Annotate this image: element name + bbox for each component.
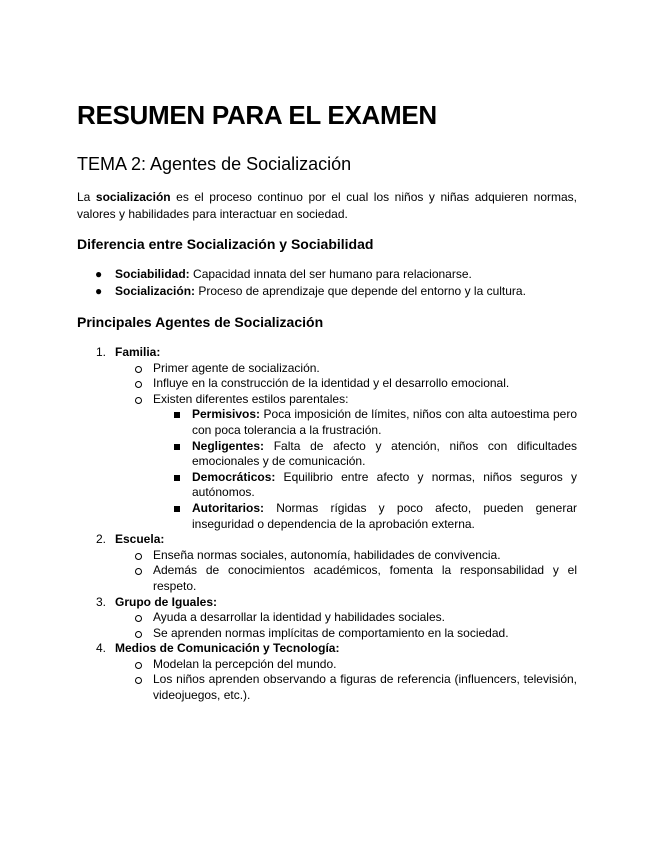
- agent-name: Escuela:: [115, 532, 165, 547]
- square-bullet-icon: [174, 506, 180, 512]
- circle-bullet-icon: [135, 568, 142, 575]
- square-bullet-icon: [174, 412, 180, 418]
- definition-list: [77, 266, 526, 300]
- section-heading-difference: Diferencia entre Socialización y Sociabilidad: [77, 236, 374, 252]
- agent-item-familia: [77, 345, 577, 532]
- list-item: [77, 626, 577, 642]
- square-bullet-icon: [174, 475, 180, 481]
- bullet-icon: ●: [95, 284, 103, 298]
- agents-list: [77, 345, 577, 704]
- circle-bullet-icon: [135, 553, 142, 560]
- list-item: [77, 610, 577, 626]
- list-item: [77, 501, 577, 532]
- point-text: Influye en la construcción de la identidad y el desarrollo emocional.: [153, 376, 510, 391]
- circle-bullet-icon: [135, 397, 142, 404]
- style-text: Poca imposición de límites, niños con alta autoestima pero con poca tolerancia a la frustración.: [192, 407, 577, 437]
- list-item: [77, 407, 577, 438]
- circle-bullet-icon: [135, 631, 142, 638]
- point-text: Se aprenden normas implícitas de comportamiento en la sociedad.: [153, 625, 509, 640]
- list-item: [77, 470, 577, 501]
- point-text: Enseña normas sociales, autonomía, habilidades de convivencia.: [153, 547, 501, 562]
- agent-points: [115, 657, 577, 704]
- circle-bullet-icon: [135, 366, 142, 373]
- agent-points: [115, 610, 577, 641]
- style-text: Normas rígidas y poco afecto, pueden generar inseguridad o dependencia de la aprobación externa.: [192, 500, 577, 531]
- definition-term: Sociabilidad:: [115, 267, 190, 281]
- circle-bullet-icon: [135, 662, 142, 669]
- list-item: [77, 392, 577, 532]
- parenting-styles-list: [153, 407, 577, 532]
- intro-post: es el proceso continuo por el cual los niños y niñas adquieren normas, valores y habilidades para interactuar en sociedad.: [77, 190, 577, 221]
- intro-paragraph: [77, 189, 577, 223]
- definition-item: [77, 266, 526, 283]
- square-bullet-icon: [174, 444, 180, 450]
- list-item: [77, 361, 577, 377]
- definition-term: Socialización:: [115, 284, 196, 298]
- intro-pre: La: [77, 190, 96, 204]
- intro-term: socialización: [95, 190, 171, 204]
- document-title: RESUMEN PARA EL EXAMEN: [77, 100, 437, 130]
- style-term: Democráticos:: [192, 469, 276, 484]
- style-term: Permisivos:: [192, 407, 261, 422]
- agent-points: [115, 548, 577, 595]
- list-item: [77, 672, 577, 703]
- point-text: Los niños aprenden observando a figuras de referencia (influencers, televisión, videojuegos, etc.).: [153, 672, 577, 703]
- list-item: [77, 376, 577, 392]
- list-item: [77, 563, 577, 594]
- agent-item-grupo-iguales: [77, 595, 577, 642]
- circle-bullet-icon: [135, 615, 142, 622]
- definition-item: [77, 283, 526, 300]
- circle-bullet-icon: [135, 381, 142, 388]
- agent-name: Familia:: [115, 345, 161, 359]
- list-item: [77, 439, 577, 470]
- list-number: 4.: [96, 641, 107, 656]
- style-term: Negligentes:: [192, 438, 265, 453]
- agent-name: Medios de Comunicación y Tecnología:: [115, 641, 340, 656]
- style-text: Equilibrio entre afecto y normas, niños seguros y autónomos.: [192, 469, 577, 500]
- definition-text: Proceso de aprendizaje que depende del entorno y la cultura.: [195, 284, 526, 298]
- point-text: Primer agente de socialización.: [153, 360, 320, 375]
- list-item: [77, 657, 577, 673]
- list-item: [77, 548, 577, 564]
- section-heading-agents: Principales Agentes de Socialización: [77, 314, 324, 330]
- topic-heading: TEMA 2: Agentes de Socialización: [77, 154, 352, 174]
- agent-name: Grupo de Iguales:: [115, 594, 218, 609]
- point-text: Además de conocimientos académicos, fomenta la responsabilidad y el respeto.: [153, 563, 577, 593]
- style-term: Autoritarios:: [192, 500, 264, 515]
- style-text: Falta de afecto y atención, niños con dificultades emocionales y de comunicación.: [192, 438, 577, 469]
- definition-text: Capacidad innata del ser humano para relacionarse.: [189, 267, 472, 281]
- list-number: 3.: [96, 594, 107, 609]
- agent-item-escuela: [77, 532, 577, 594]
- agent-item-medios: [77, 641, 577, 703]
- point-text: Modelan la percepción del mundo.: [153, 656, 337, 671]
- list-number: 1.: [96, 345, 107, 359]
- agent-points: [115, 361, 577, 533]
- circle-bullet-icon: [135, 677, 142, 684]
- list-number: 2.: [96, 532, 107, 547]
- point-text: Ayuda a desarrollar la identidad y habilidades sociales.: [153, 610, 445, 625]
- point-text: Existen diferentes estilos parentales:: [153, 391, 349, 406]
- bullet-icon: ●: [95, 267, 103, 281]
